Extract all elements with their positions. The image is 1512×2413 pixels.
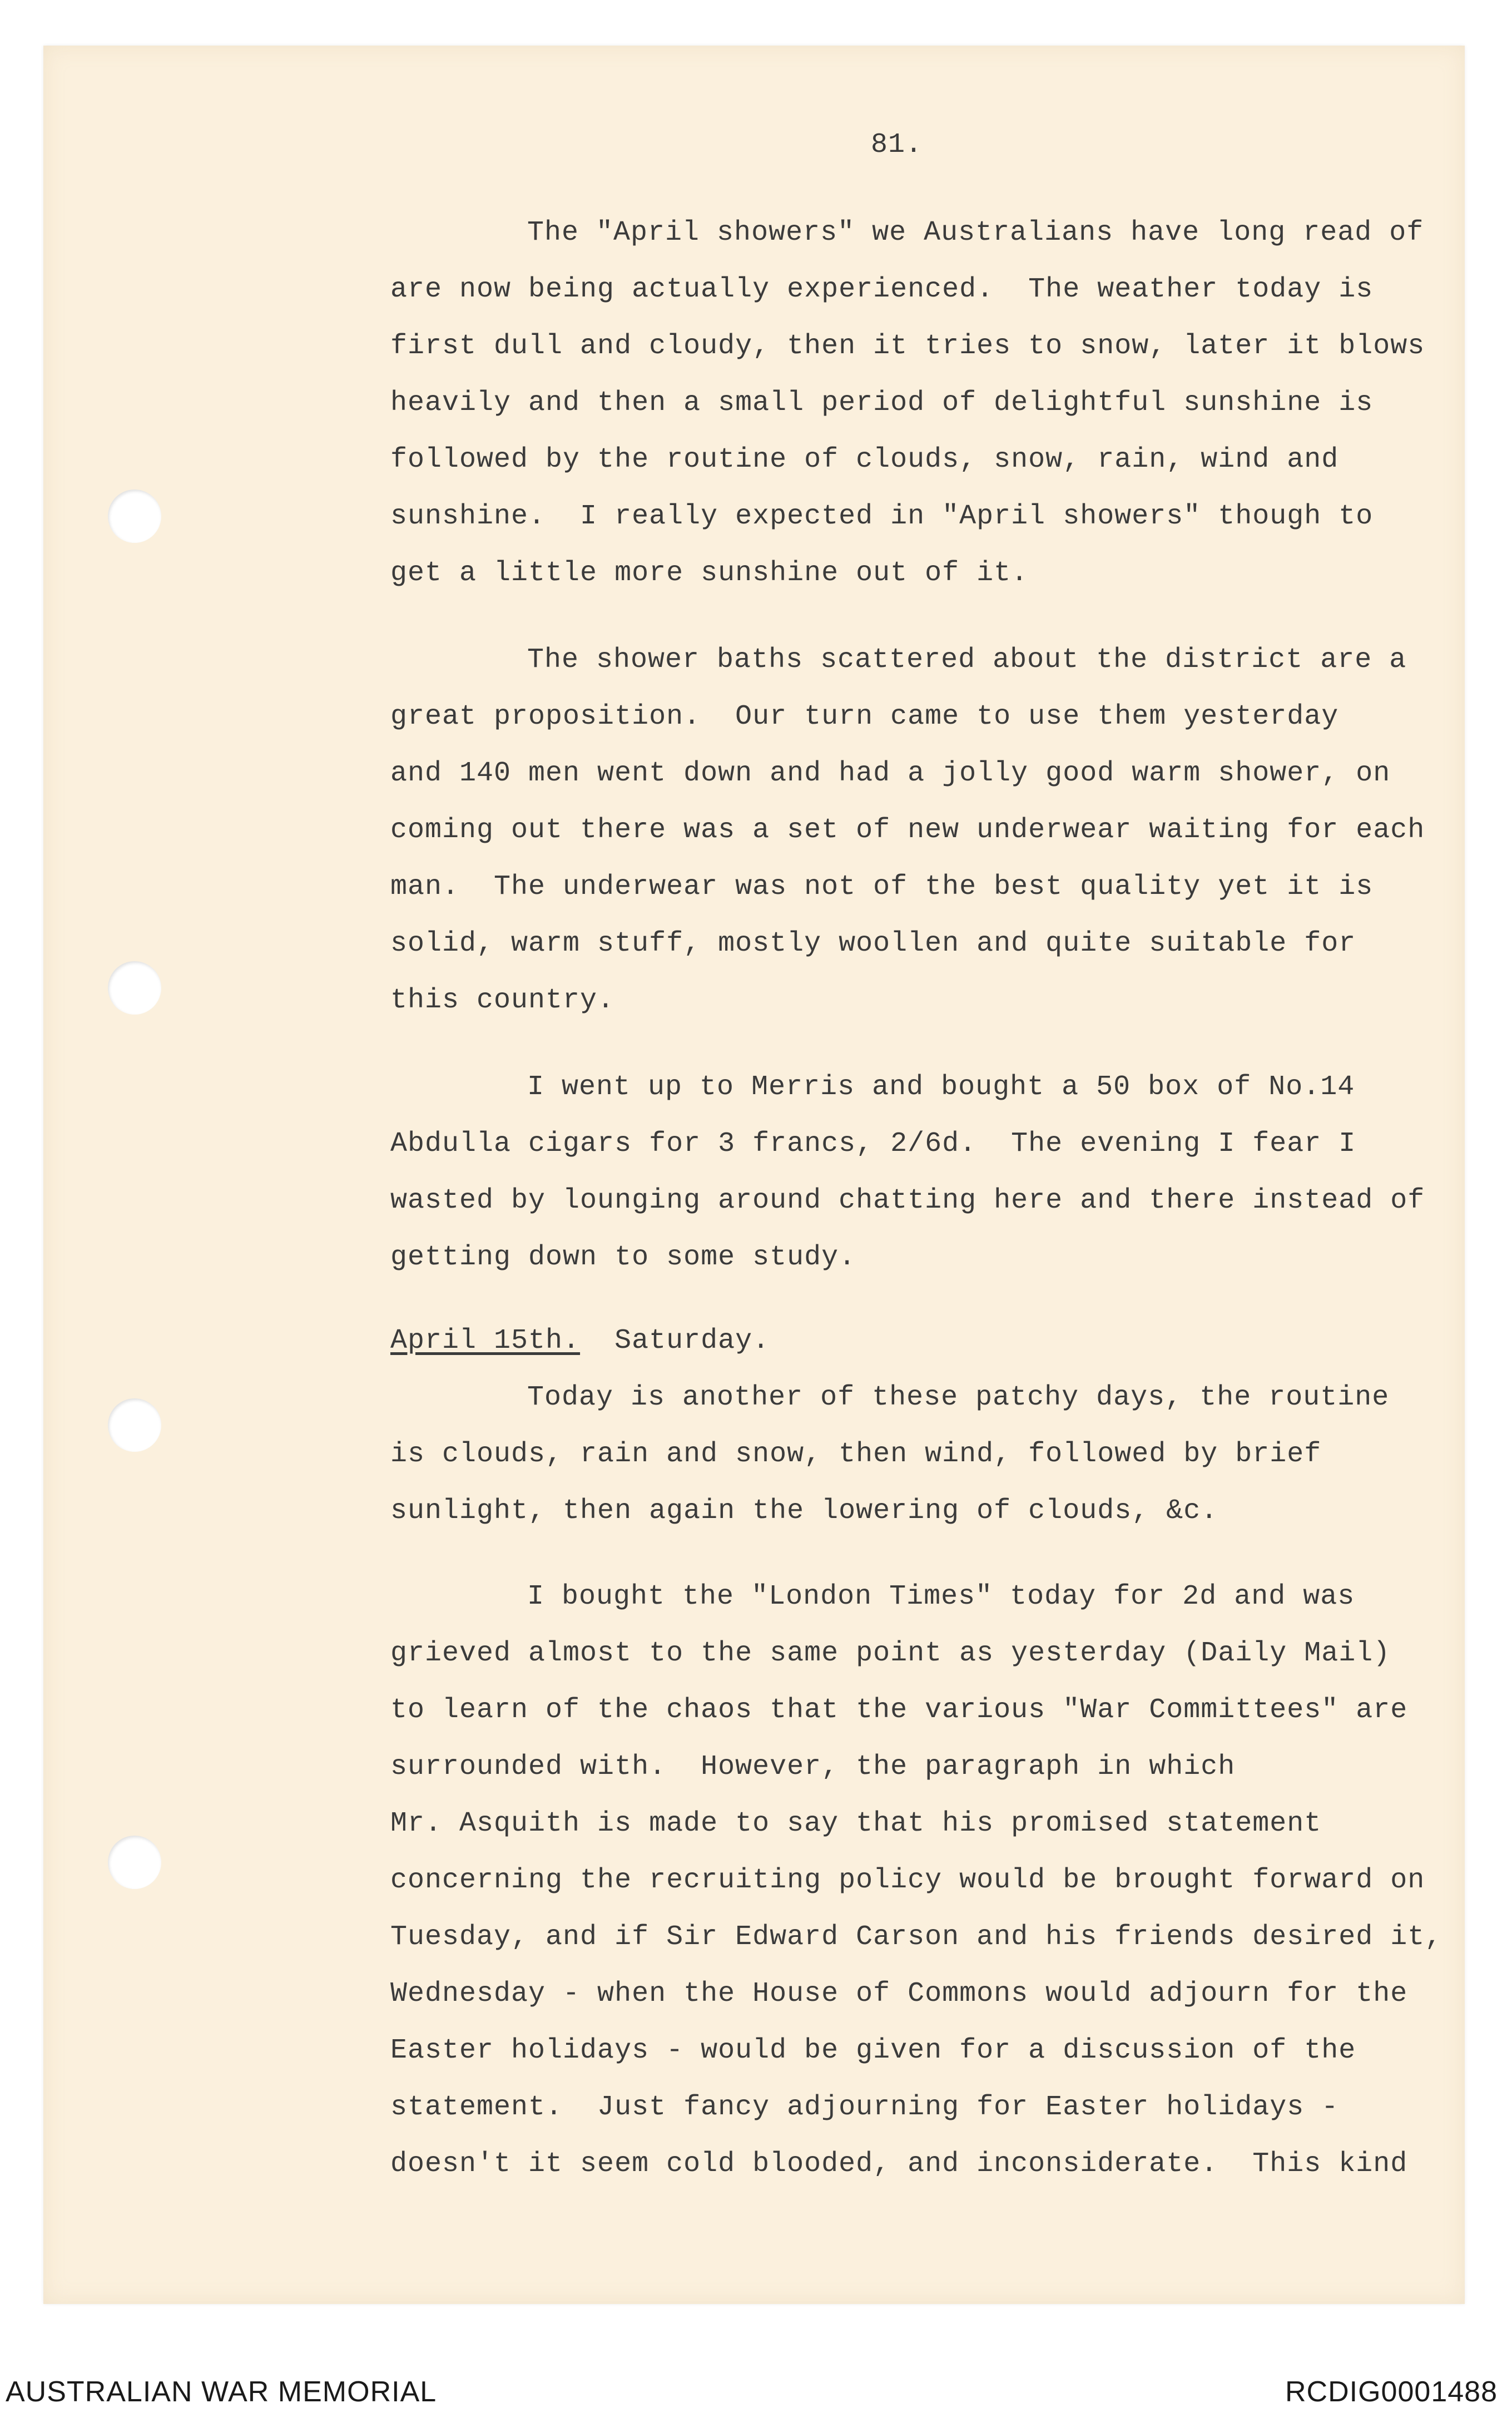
- body-line: Easter holidays - would be given for a discussion of the: [390, 2035, 1356, 2066]
- body-line: and 140 men went down and had a jolly good warm shower, on: [390, 758, 1391, 789]
- punch-hole: [108, 1398, 161, 1452]
- body-line: Mr. Asquith is made to say that his promised statement: [390, 1808, 1322, 1840]
- body-line: doesn't it seem cold blooded, and inconsiderate. This kind: [390, 2148, 1408, 2180]
- body-line: The "April showers" we Australians have long read of: [527, 217, 1424, 249]
- page-number: 81.: [871, 129, 923, 161]
- body-line: first dull and cloudy, then it tries to snow, later it blows: [390, 330, 1425, 362]
- body-line: getting down to some study.: [390, 1242, 856, 1273]
- body-line: to learn of the chaos that the various "War Committees" are: [390, 1694, 1408, 1726]
- heading-day: Saturday.: [614, 1325, 770, 1357]
- body-line: Today is another of these patchy days, the routine: [527, 1382, 1390, 1413]
- body-line: is clouds, rain and snow, then wind, followed by brief: [390, 1438, 1322, 1470]
- body-line: coming out there was a set of new underwear waiting for each: [390, 814, 1425, 846]
- body-line: this country.: [390, 985, 615, 1016]
- date-heading: [390, 1325, 770, 1357]
- body-line: Wednesday - when the House of Commons would adjourn for the: [390, 1978, 1408, 2010]
- body-line: statement. Just fancy adjourning for Easter holidays -: [390, 2091, 1339, 2123]
- body-line: solid, warm stuff, mostly woollen and quite suitable for: [390, 928, 1356, 960]
- body-line: get a little more sunshine out of it.: [390, 557, 1029, 589]
- body-line: wasted by lounging around chatting here and there instead of: [390, 1185, 1425, 1217]
- body-line: Tuesday, and if Sir Edward Carson and his friends desired it,: [390, 1921, 1442, 1953]
- body-line: sunlight, then again the lowering of clouds, &c.: [390, 1495, 1218, 1527]
- body-line: sunshine. I really expected in "April showers" though to: [390, 501, 1374, 532]
- document-page: [43, 46, 1465, 2304]
- body-line: are now being actually experienced. The weather today is: [390, 274, 1374, 305]
- body-line: surrounded with. However, the paragraph in which: [390, 1751, 1236, 1783]
- body-line: The shower baths scattered about the district are a: [527, 644, 1407, 676]
- footer-record-id: RCDIG0001488: [1285, 2376, 1498, 2408]
- body-line: man. The underwear was not of the best quality yet it is: [390, 871, 1374, 903]
- punch-hole: [108, 489, 161, 543]
- body-line: Abdulla cigars for 3 francs, 2/6d. The evening I fear I: [390, 1128, 1356, 1160]
- body-line: I bought the "London Times" today for 2d and was: [527, 1581, 1355, 1613]
- footer-institution: AUSTRALIAN WAR MEMORIAL: [6, 2376, 437, 2408]
- body-line: followed by the routine of clouds, snow, rain, wind and: [390, 444, 1339, 476]
- body-line: great proposition. Our turn came to use them yesterday: [390, 701, 1339, 733]
- body-line: grieved almost to the same point as yesterday (Daily Mail): [390, 1638, 1391, 1669]
- punch-hole: [108, 1836, 161, 1889]
- body-line: I went up to Merris and bought a 50 box of No.14: [527, 1071, 1355, 1103]
- body-line: heavily and then a small period of delightful sunshine is: [390, 387, 1374, 419]
- heading-date: April 15th.: [390, 1325, 581, 1357]
- body-line: concerning the recruiting policy would be brought forward on: [390, 1865, 1425, 1896]
- punch-hole: [108, 961, 161, 1015]
